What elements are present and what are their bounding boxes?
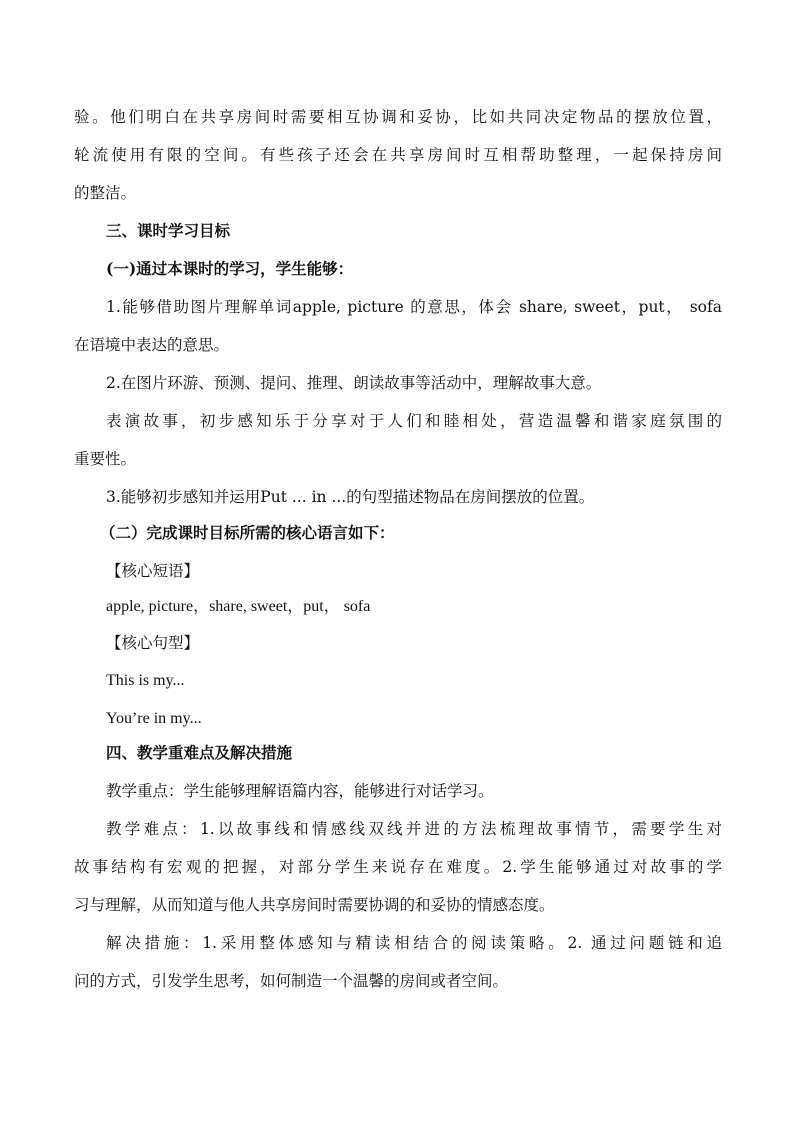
goal-line: 在语境中表达的意思。 <box>74 336 230 354</box>
key-point: 教学重点：学生能够理解语篇内容，能够进行对话学习。 <box>106 782 494 800</box>
difficulty-line: 习与理解，从而知道与他人共享房间时需要协调的和妥协的情感态度。 <box>74 896 555 914</box>
core-sentences-label: 【核心句型】 <box>106 634 200 652</box>
paragraph-line: 的整洁。 <box>74 184 137 202</box>
paragraph-line: 验。他们明白在共享房间时需要相互协调和妥协，比如共同决定物品的摆放位置， <box>74 108 722 126</box>
paragraph-line: 轮流使用有限的空间。有些孩子还会在共享房间时互相帮助整理，一起保持房间 <box>74 146 722 164</box>
subsection-heading: (一)通过本课时的学习，学生能够： <box>106 259 354 278</box>
goal-line: 3.能够初步感知并运用Put ... in ...的句型描述物品在房间摆放的位置。 <box>106 488 595 506</box>
core-sentence: This is my... <box>106 672 185 689</box>
goal-line: 1.能够借助图片理解单词apple, picture 的意思，体会 share, sweet，put， sofa <box>106 298 722 316</box>
goal-line: 表演故事，初步感知乐于分享对于人们和睦相处，营造温馨和谐家庭氛围的 <box>106 412 722 430</box>
difficulty-line: 教学难点：1.以故事线和情感线双线并进的方法梳理故事情节，需要学生对 <box>106 820 722 838</box>
goal-line: 重要性。 <box>74 450 137 468</box>
subsection-heading: （二）完成课时目标所需的核心语言如下： <box>100 523 395 542</box>
core-phrases-label: 【核心短语】 <box>106 562 200 580</box>
difficulty-line: 故事结构有宏观的把握，对部分学生来说存在难度。2.学生能够通过对故事的学 <box>74 858 722 876</box>
core-phrases: apple, picture，share, sweet，put， sofa <box>106 598 371 615</box>
section-heading: 四、教学重难点及解决措施 <box>106 743 293 762</box>
section-heading: 三、课时学习目标 <box>106 221 231 240</box>
solution-line: 问的方式，引发学生思考，如何制造一个温馨的房间或者空间。 <box>74 972 509 990</box>
goal-line: 2.在图片环游、预测、提问、推理、朗读故事等活动中，理解故事大意。 <box>106 374 602 392</box>
core-sentence: You’re in my... <box>106 710 202 727</box>
solution-line: 解决措施：1.采用整体感知与精读相结合的阅读策略。2. 通过问题链和追 <box>106 934 722 952</box>
